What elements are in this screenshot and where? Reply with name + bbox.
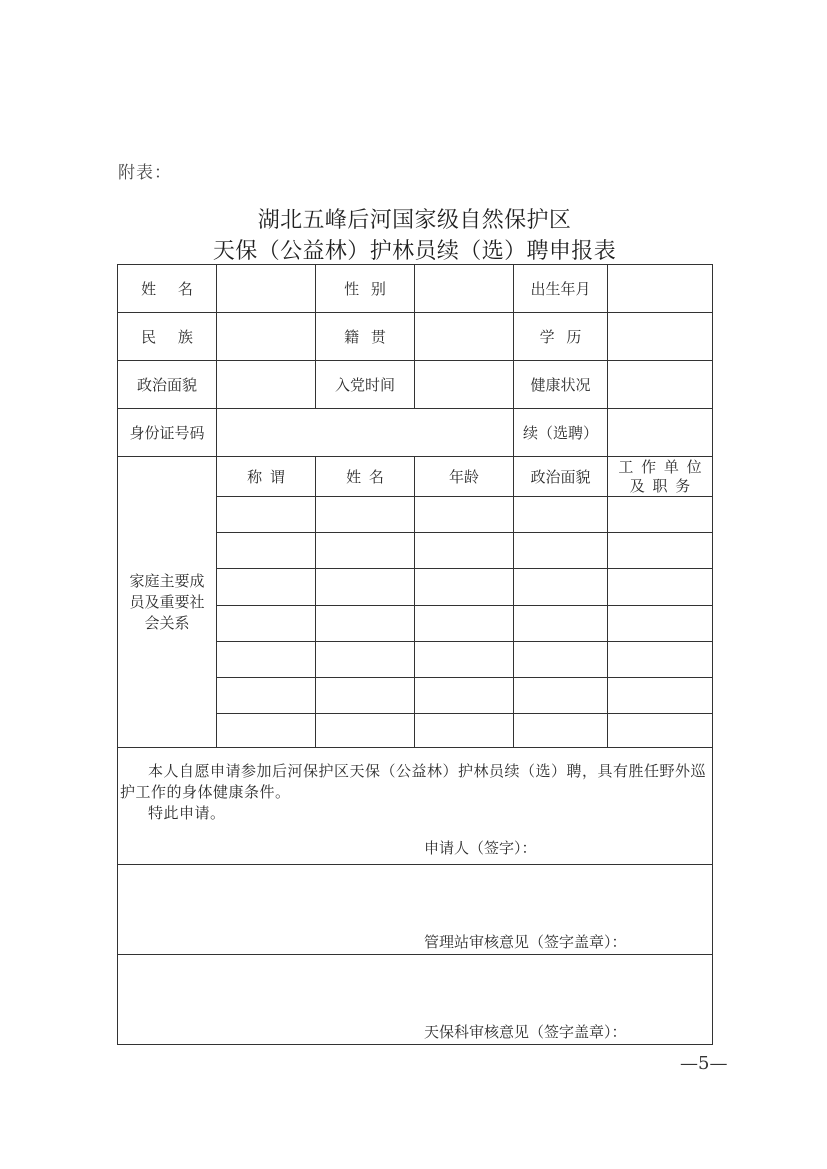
native-place-label: 籍 贯 bbox=[316, 313, 415, 361]
family-section-label bbox=[118, 457, 217, 748]
gender-field bbox=[415, 265, 514, 313]
family-member-cell bbox=[415, 497, 514, 533]
family-member-cell bbox=[415, 714, 514, 748]
declaration-line-3: 特此申请。 bbox=[148, 804, 226, 822]
family-member-cell bbox=[217, 714, 316, 748]
political-status-label: 政治面貌 bbox=[118, 361, 217, 409]
family-member-cell bbox=[514, 569, 608, 606]
family-member-cell bbox=[608, 533, 713, 569]
station-review-section bbox=[118, 865, 713, 955]
family-member-cell bbox=[217, 569, 316, 606]
family-member-cell bbox=[608, 714, 713, 748]
ethnicity-label: 民 族 bbox=[118, 313, 217, 361]
ethnicity-field bbox=[217, 313, 316, 361]
name-field bbox=[217, 265, 316, 313]
health-status-label: 健康状况 bbox=[514, 361, 608, 409]
family-member-cell bbox=[514, 533, 608, 569]
declaration-line-2: 护工作的身体健康条件。 bbox=[120, 783, 291, 801]
family-member-cell bbox=[316, 497, 415, 533]
family-member-cell bbox=[217, 678, 316, 714]
id-number-field bbox=[217, 409, 514, 457]
renewal-field bbox=[608, 409, 713, 457]
family-member-cell bbox=[608, 606, 713, 642]
family-member-cell bbox=[217, 642, 316, 678]
family-member-cell bbox=[608, 642, 713, 678]
title-line-1: 湖北五峰后河国家级自然保护区 bbox=[257, 208, 572, 233]
family-member-cell bbox=[217, 533, 316, 569]
gender-label: 性 别 bbox=[316, 265, 415, 313]
native-place-field bbox=[415, 313, 514, 361]
political-status-field bbox=[217, 361, 316, 409]
tianbao-review-label: 天保科审核意见（签字盖章）： bbox=[424, 1023, 627, 1041]
education-label: 学 历 bbox=[514, 313, 608, 361]
declaration-section bbox=[118, 748, 713, 865]
application-form-table bbox=[117, 264, 713, 1045]
family-member-cell bbox=[316, 569, 415, 606]
family-member-cell bbox=[514, 714, 608, 748]
family-col-age: 年龄 bbox=[415, 457, 514, 497]
family-member-cell bbox=[514, 497, 608, 533]
health-status-field bbox=[608, 361, 713, 409]
station-review-label: 管理站审核意见（签字盖章）： bbox=[424, 933, 627, 951]
family-member-cell bbox=[608, 678, 713, 714]
family-member-cell bbox=[316, 642, 415, 678]
birth-date-label: 出生年月 bbox=[514, 265, 608, 313]
attachment-label: 附表： bbox=[118, 163, 172, 183]
title-line-2: 天保（公益林）护林员续（选）聘申报表 bbox=[212, 239, 617, 264]
name-label: 姓 名 bbox=[118, 265, 217, 313]
family-member-cell bbox=[514, 606, 608, 642]
family-member-cell bbox=[316, 533, 415, 569]
family-col-work-unit-line2: 及 职 务 bbox=[629, 476, 691, 495]
family-member-cell bbox=[514, 678, 608, 714]
family-member-cell bbox=[316, 606, 415, 642]
family-member-cell bbox=[608, 497, 713, 533]
family-member-cell bbox=[217, 497, 316, 533]
family-col-political-status: 政治面貌 bbox=[514, 457, 608, 497]
family-member-cell bbox=[316, 714, 415, 748]
declaration-line-1: 本人自愿申请参加后河保护区天保（公益林）护林员续（选）聘，具有胜任野外巡 bbox=[148, 762, 707, 780]
form-title bbox=[2, 205, 827, 267]
applicant-signature-label: 申请人（签字）： bbox=[424, 839, 537, 857]
tianbao-review-section bbox=[118, 955, 713, 1045]
family-member-cell bbox=[514, 642, 608, 678]
family-col-relation: 称 谓 bbox=[217, 457, 316, 497]
party-join-date-field bbox=[415, 361, 514, 409]
family-member-cell bbox=[415, 533, 514, 569]
renewal-label: 续（选聘） bbox=[514, 409, 608, 457]
family-member-cell bbox=[415, 569, 514, 606]
family-member-cell bbox=[217, 606, 316, 642]
family-member-cell bbox=[415, 642, 514, 678]
family-col-work-unit bbox=[608, 457, 713, 497]
family-member-cell bbox=[316, 678, 415, 714]
page-number: —5— bbox=[680, 1053, 728, 1074]
birth-date-field bbox=[608, 265, 713, 313]
family-member-cell bbox=[415, 606, 514, 642]
family-member-cell bbox=[608, 569, 713, 606]
family-member-cell bbox=[415, 678, 514, 714]
id-number-label: 身份证号码 bbox=[118, 409, 217, 457]
family-section-label-text: 家庭主要成员及重要社会关系 bbox=[129, 571, 205, 632]
family-col-work-unit-line1: 工 作 单 位 bbox=[618, 457, 702, 476]
education-field bbox=[608, 313, 713, 361]
party-join-date-label: 入党时间 bbox=[316, 361, 415, 409]
family-col-name: 姓 名 bbox=[316, 457, 415, 497]
